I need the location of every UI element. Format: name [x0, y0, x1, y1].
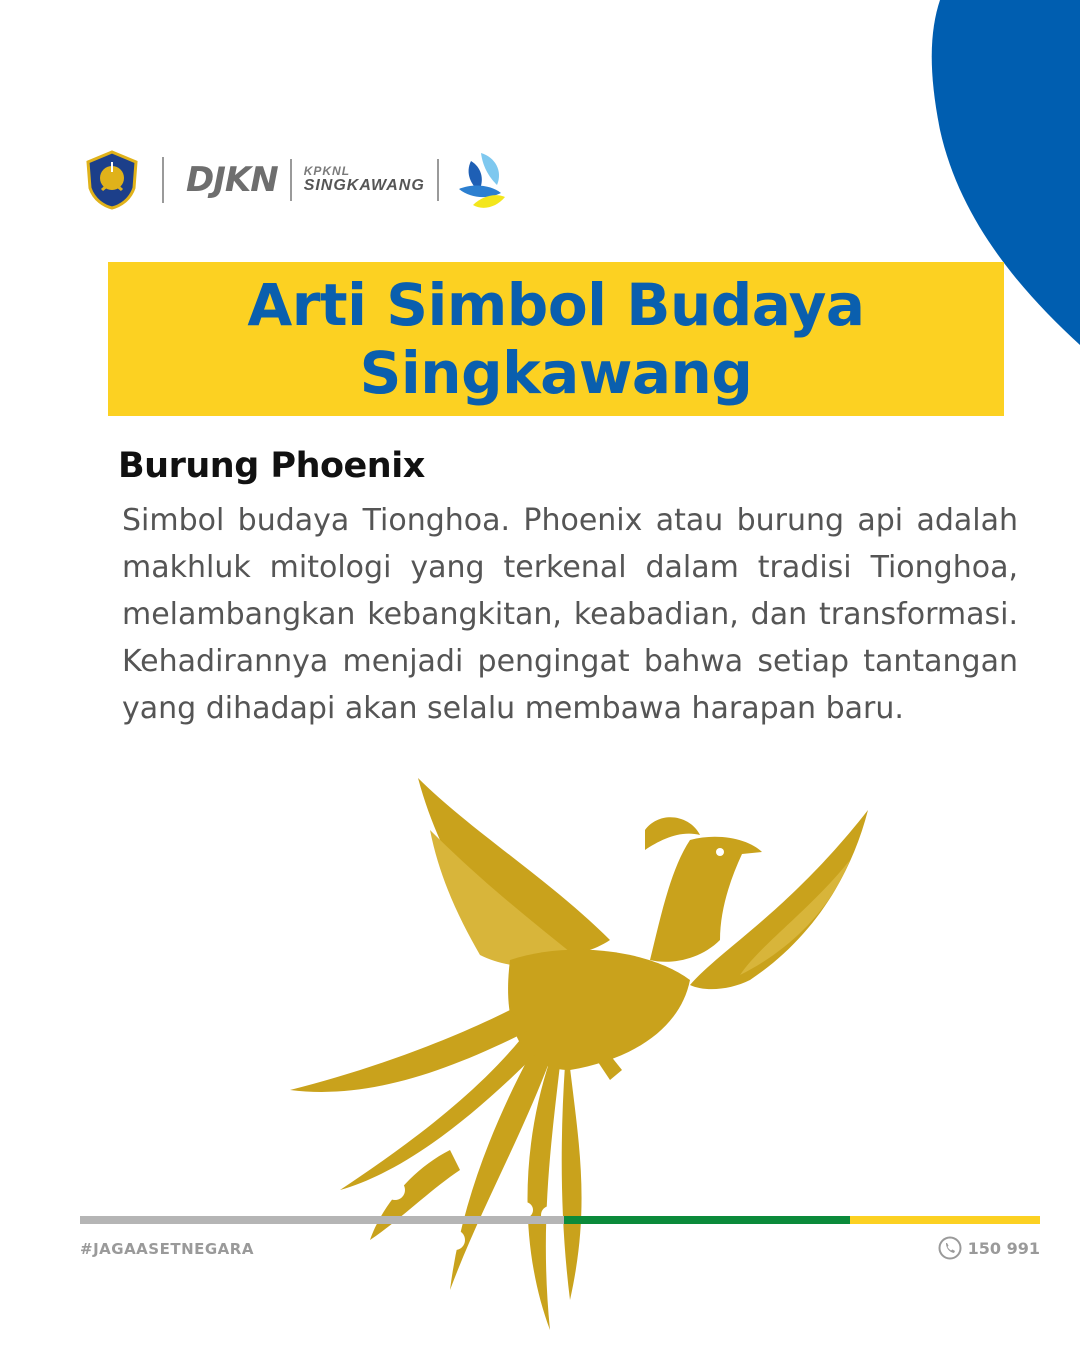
kpknl-label	[304, 165, 425, 194]
page-title-line-1: Arti Simbol Budaya	[247, 271, 865, 339]
footer-phone	[938, 1236, 1040, 1260]
kpknl-small-text: KPKNL	[303, 164, 351, 179]
logo-bar	[84, 145, 511, 215]
footer-hashtag: #JAGAASETNEGARA	[80, 1240, 254, 1258]
section-subtitle: Burung Phoenix	[118, 446, 425, 486]
kpknl-office-name: SINGKAWANG	[303, 176, 425, 194]
footer-line-yellow	[850, 1216, 1040, 1224]
title-banner	[108, 262, 1004, 416]
footer-line-gray	[80, 1216, 564, 1224]
djkn-leaf-logo-icon	[451, 149, 511, 211]
page-title-line-2: Singkawang	[359, 339, 753, 407]
kemenkeu-emblem-icon	[84, 150, 140, 210]
footer-line-green	[564, 1216, 850, 1224]
phoenix-illustration	[250, 770, 890, 1350]
djkn-wordmark: DJKN	[186, 160, 278, 200]
logo-divider	[290, 159, 292, 201]
section-body-text: Simbol budaya Tionghoa. Phoenix atau burung api adalah makhluk mitologi yang terkenal dalam tradisi Tionghoa, melambangkan kebangkitan, keabadian, dan transformasi. Kehadirannya menjadi pengingat bahwa setiap tantangan yang dihadapi akan selalu membawa harapan baru.	[122, 503, 1018, 726]
logo-divider	[162, 157, 164, 203]
logo-divider	[437, 159, 439, 201]
footer-phone-number: 150 991	[967, 1238, 1040, 1258]
phone-icon	[938, 1236, 962, 1260]
